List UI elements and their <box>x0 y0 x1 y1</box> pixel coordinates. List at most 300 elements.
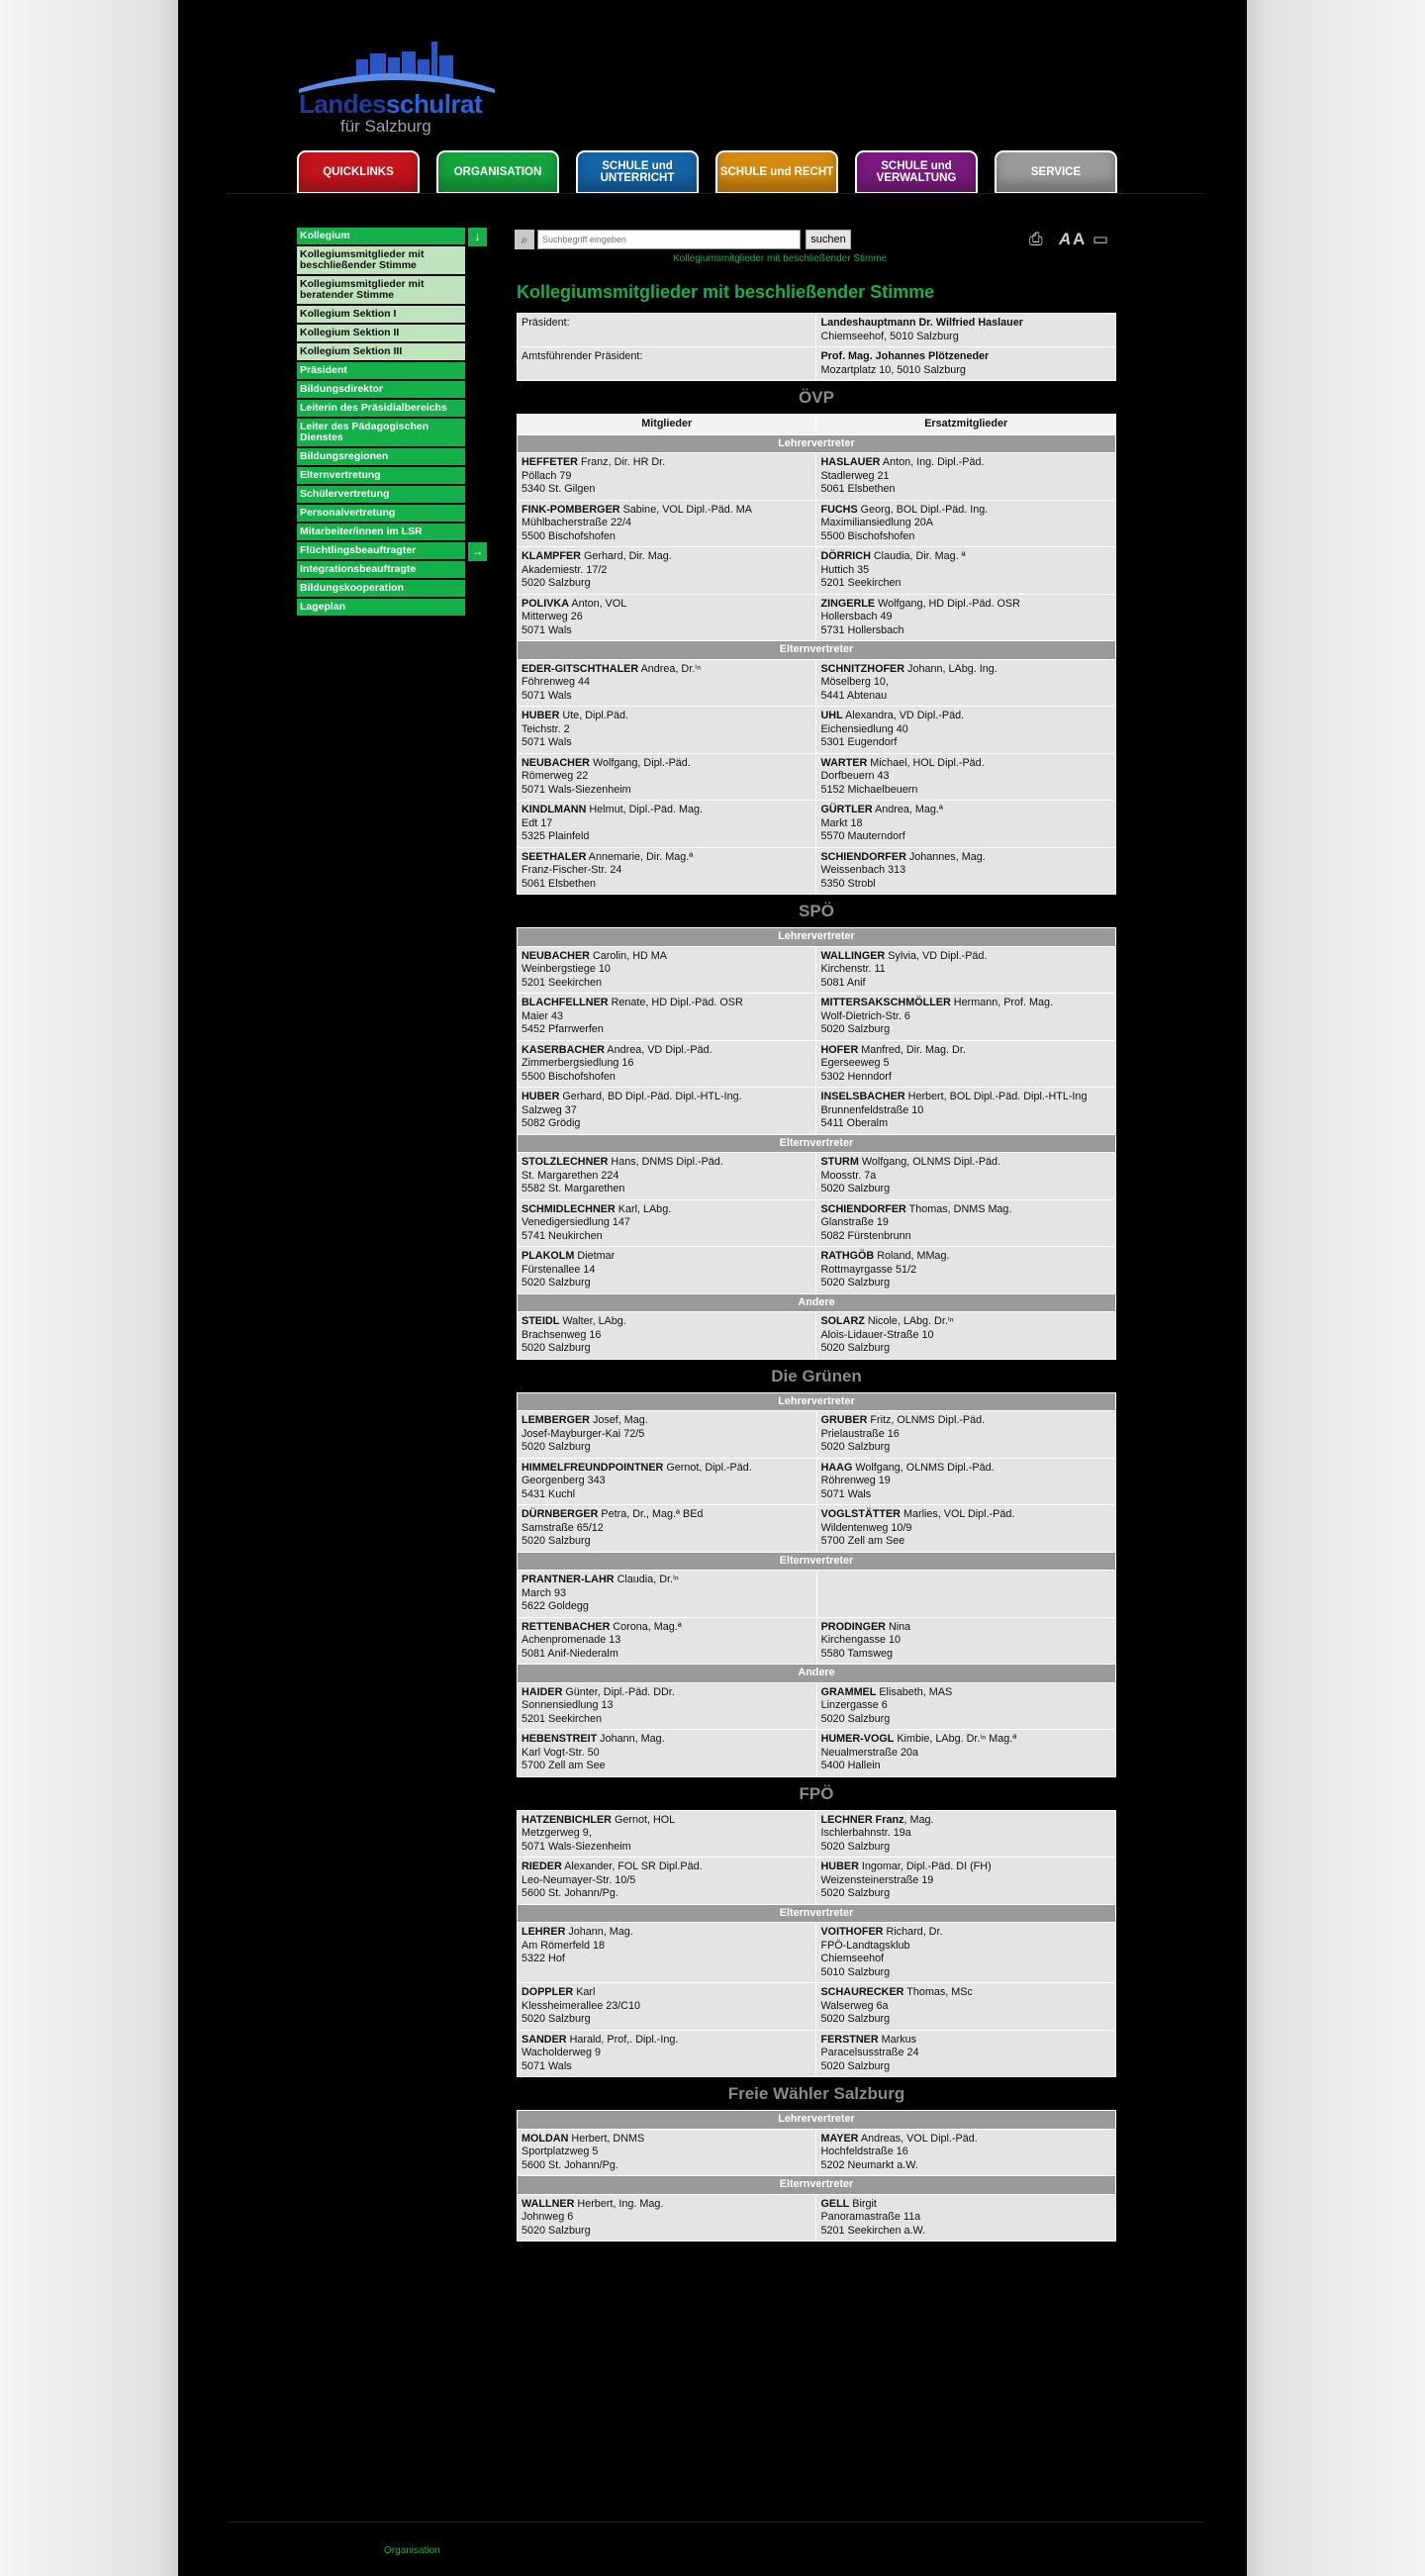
sidebar-item-label: Mitarbeiter/innen im LSR <box>300 525 423 537</box>
sidebar-item[interactable] <box>297 580 465 597</box>
nav-tab[interactable]: SCHULE und UNTERRICHT <box>576 150 699 194</box>
member-address-line: Stadlerweg 21 <box>820 469 890 482</box>
arrow-down-icon[interactable]: ↓ <box>468 228 487 246</box>
member-address-line: Edt 17 <box>522 816 553 829</box>
sidebar-item[interactable] <box>297 362 465 379</box>
member-title: Andrea, Mag.ª <box>872 804 943 815</box>
member-surname: STURM <box>820 1156 859 1168</box>
member-address-line: 5500 Bischofshofen <box>522 1070 616 1083</box>
member-title: Wolfgang, OLNMS Dipl.-Päd. <box>858 1156 1001 1168</box>
member-surname: HAIDER <box>522 1685 563 1698</box>
member-title: Anton, Ing. Dipl.-Päd. <box>880 456 985 468</box>
member-address-line: Mühlbacherstraße 22/4 <box>522 517 632 528</box>
member-address-line: Johnweg 6 <box>522 2211 574 2223</box>
member-title: Johannes, Mag. <box>905 850 986 863</box>
member-surname: NEUBACHER <box>522 949 590 962</box>
member-address-line: Mitterweg 26 <box>522 611 583 622</box>
sidebar-item-label: Lageplan <box>300 601 346 613</box>
party-heading: SPÖ <box>799 902 834 920</box>
member-surname: DÜRNBERGER <box>522 1508 599 1520</box>
member-surname: LEHRER <box>522 1926 566 1938</box>
table-row <box>518 1411 1116 1459</box>
sidebar-item[interactable] <box>297 343 465 360</box>
member-surname: SCHNITZHOFER <box>820 662 905 675</box>
member-address-line: March 93 <box>522 1586 567 1599</box>
member-surname: HASLAUER <box>820 456 881 468</box>
table-row <box>518 594 1116 641</box>
member-address-line: 5020 Salzburg <box>820 1441 891 1453</box>
member-title: Gerhard, BD Dipl.-Päd. Dipl.-HTL-Ing. <box>559 1091 742 1102</box>
member-address-line: Ischlerbahnstr. 19a <box>820 1827 911 1839</box>
table-row <box>518 1730 1116 1777</box>
member-surname: HUMER-VOGL <box>820 1733 895 1745</box>
member-address-line: Eichensiedlung 40 <box>820 722 908 735</box>
member-cell <box>518 2194 816 2242</box>
member-title: Nina <box>885 1620 911 1633</box>
member-cell <box>518 847 816 895</box>
member-title: Petra, Dr., Mag.ª BEd <box>598 1508 704 1520</box>
substitute-cell <box>816 659 1116 707</box>
member-surname: MOLDAN <box>522 2132 569 2145</box>
sidebar-item[interactable] <box>297 276 465 304</box>
member-surname: SCHIENDORFER <box>820 1202 906 1215</box>
member-title: Herbert, BOL Dipl.-Päd. Dipl.-HTL-Ing <box>904 1091 1088 1102</box>
sidebar-item-label: Kollegium <box>300 230 350 241</box>
member-surname: HATZENBICHLER <box>522 1813 612 1826</box>
member-title: Marlies, VOL Dipl.-Päd. <box>900 1508 1015 1520</box>
member-title: Gerhard, Dir. Mag. <box>580 550 672 562</box>
sidebar-item-label: Kollegium Sektion II <box>300 327 400 338</box>
member-title: Herbert, DNMS <box>568 2132 645 2145</box>
member-cell <box>518 1617 817 1665</box>
member-cell <box>518 707 816 754</box>
search-icon[interactable]: ⌕ <box>515 230 534 249</box>
member-surname: KASERBACHER <box>522 1043 605 1056</box>
member-cell <box>518 1247 816 1294</box>
group-header-row <box>518 1665 1116 1683</box>
member-address-line: 5020 Salzburg <box>522 577 591 589</box>
member-address-line: Achenpromenade 13 <box>522 1634 621 1646</box>
member-address-line: 5020 Salzburg <box>820 1183 891 1194</box>
nav-tab[interactable]: ORGANISATION <box>436 150 559 194</box>
member-surname: POLIVKA <box>522 597 569 610</box>
group-header-row <box>518 1904 1116 1923</box>
member-address-line: Josef-Mayburger-Kai 72/5 <box>522 1427 645 1440</box>
member-cell <box>518 659 816 707</box>
president-name: Prof. Mag. Johannes Plötzeneder <box>820 350 990 362</box>
sidebar-item-label: Elternvertretung <box>300 469 381 481</box>
member-address-line: 5400 Hallein <box>820 1760 881 1771</box>
member-title: Wolfgang, HD Dipl.-Päd. OSR <box>875 597 1020 610</box>
skyline-logo-icon <box>297 38 500 97</box>
sidebar-item-label: Kollegium Sektion I <box>300 308 397 320</box>
table-row <box>518 314 1116 347</box>
member-surname: PRANTNER-LAHR <box>522 1574 615 1585</box>
toolbar <box>1029 230 1138 253</box>
member-address-line: 5700 Zell am See <box>820 1535 905 1547</box>
member-title: Harald, Prof,. Dipl.-Ing. <box>566 2033 679 2046</box>
page-title: Kollegiumsmitglieder mit beschließender Stimme <box>517 282 935 302</box>
substitute-cell <box>816 2129 1116 2176</box>
substitute-cell <box>816 1088 1116 1135</box>
member-address-line: 5340 St. Gilgen <box>522 483 596 495</box>
member-surname: ZINGERLE <box>820 597 876 610</box>
member-title: Claudia, Dir. Mag. ª <box>870 550 966 562</box>
table-row <box>518 547 1116 595</box>
party-members-table <box>517 414 1116 895</box>
member-address-line: 5010 Salzburg <box>820 1965 891 1978</box>
member-address-line: 5152 Michaelbeuern <box>820 783 918 796</box>
member-surname: HUBER <box>522 1091 560 1102</box>
nav-tab[interactable]: SCHULE und RECHT <box>715 150 838 194</box>
member-address-line: 5081 Anif-Niederalm <box>522 1647 618 1660</box>
sidebar-item[interactable] <box>297 419 465 446</box>
table-row <box>518 1983 1116 2031</box>
table-row <box>518 1458 1116 1505</box>
member-address-line: 5202 Neumarkt a.W. <box>820 2158 918 2171</box>
member-address-line: 5071 Wals <box>522 2059 572 2072</box>
member-address-line: Huttich 35 <box>820 563 870 576</box>
search-button[interactable]: suchen <box>806 230 851 249</box>
table-row <box>518 1505 1116 1553</box>
member-title: Alexander, FOL SR Dipl.Päd. <box>561 1860 703 1872</box>
member-address-line: 5322 Hof <box>522 1953 565 1964</box>
group-header-row <box>518 1552 1116 1571</box>
substitute-cell <box>816 1730 1115 1777</box>
member-surname: DÖRRICH <box>820 550 871 562</box>
member-title: Franz, Dir. HR Dr. <box>577 456 666 468</box>
group-header-row <box>518 2176 1116 2195</box>
member-title: Carolin, HD MA <box>589 949 667 962</box>
table-row <box>518 2194 1116 2242</box>
member-surname: RIEDER <box>522 1860 562 1872</box>
member-address-line: Dorfbeuern 43 <box>820 770 890 782</box>
member-address-line: 5020 Salzburg <box>522 1441 591 1453</box>
member-surname: PLAKOLM <box>522 1250 575 1262</box>
member-surname: SEETHALER <box>522 850 587 863</box>
member-address-line: Weizensteinerstraße 19 <box>820 1873 934 1886</box>
footer-link-organisation[interactable]: Organisation <box>384 2545 440 2556</box>
member-address-line: 5071 Wals-Siezenheim <box>522 783 631 796</box>
member-address-line: Linzergasse 6 <box>820 1699 888 1711</box>
member-title: Johann, Mag. <box>565 1926 633 1938</box>
member-address-line: Panoramastraße 11a <box>820 2211 921 2223</box>
sidebar-item-label: Flüchtlingsbeauftragter <box>300 544 417 556</box>
member-cell <box>518 1040 816 1088</box>
member-surname: FERSTNER <box>820 2033 879 2046</box>
member-address-line: Glanstraße 19 <box>820 1216 889 1228</box>
sidebar-item[interactable] <box>297 561 465 578</box>
member-address-line: Zimmerbergsiedlung 16 <box>522 1057 634 1069</box>
member-title: Gernot, Dipl.-Päd. <box>663 1461 752 1474</box>
member-title: Sylvia, VD Dipl.-Päd. <box>885 949 988 962</box>
table-row <box>518 847 1116 895</box>
member-cell <box>518 1858 816 1905</box>
nav-tab[interactable]: QUICKLINKS <box>297 150 420 194</box>
member-address-line: Sportplatzweg 5 <box>522 2146 599 2157</box>
sidebar-item[interactable] <box>297 542 484 559</box>
sidebar-item[interactable] <box>297 306 465 323</box>
arrow-right-icon[interactable]: → <box>468 542 487 561</box>
president-role: Präsident: <box>522 317 570 329</box>
member-surname: SCHMIDLECHNER <box>522 1202 616 1215</box>
member-surname: HIMMELFREUNDPOINTNER <box>522 1461 664 1474</box>
member-address-line: 5201 Seekirchen <box>522 1712 603 1725</box>
member-title: Johann, Mag. <box>597 1733 665 1745</box>
member-address-line: FPÖ-Landtagsklub <box>820 1939 910 1952</box>
table-row <box>518 1571 1116 1618</box>
member-surname: HUBER <box>522 710 560 721</box>
table-row <box>518 1923 1116 1983</box>
member-cell <box>518 500 816 547</box>
member-cell <box>518 1458 817 1505</box>
member-surname: INSELSBACHER <box>820 1091 905 1102</box>
group-header-row <box>518 1134 1116 1153</box>
sidebar-item-label: Bildungsregionen <box>300 450 389 462</box>
table-row <box>518 1810 1116 1858</box>
sidebar-item-label: Integrationsbeauftragte <box>300 563 417 575</box>
font-size-large-icon[interactable]: A <box>1073 230 1086 248</box>
sidebar <box>297 228 485 618</box>
substitute-cell <box>816 1858 1116 1905</box>
member-address-line: Markt 18 <box>820 816 863 829</box>
member-title: Hans, DNMS Dipl.-Päd. <box>608 1156 723 1168</box>
member-address-line: 5020 Salzburg <box>522 1535 591 1547</box>
member-address-line: 5582 St. Margarethen <box>522 1183 625 1194</box>
landesschulrat-logo[interactable] <box>297 38 500 139</box>
member-address-line: 5020 Salzburg <box>522 2224 591 2237</box>
member-surname: STEIDL <box>522 1315 560 1327</box>
member-surname: GRUBER <box>820 1414 868 1426</box>
member-cell <box>518 753 816 801</box>
table-row <box>518 1682 1116 1730</box>
member-surname: PRODINGER <box>820 1620 886 1633</box>
member-surname: VOGLSTÄTTER <box>820 1508 901 1520</box>
party-heading: Die Grünen <box>771 1366 862 1385</box>
group-header-row <box>518 1392 1116 1411</box>
group-header-row <box>518 641 1116 660</box>
member-cell <box>518 946 816 994</box>
member-title: Nicole, LAbg. Dr.ⁱⁿ <box>864 1315 954 1327</box>
table-row <box>518 347 1116 381</box>
search-input[interactable] <box>537 230 801 249</box>
member-address-line: 5500 Bischofshofen <box>522 529 616 542</box>
member-title: Annemarie, Dir. Mag.ª <box>586 850 694 863</box>
member-address-line: Kirchenstr. 11 <box>820 963 886 975</box>
member-title: Herbert, Ing. Mag. <box>574 2197 664 2210</box>
member-surname: HUBER <box>820 1860 859 1872</box>
member-title: Ingomar, Dipl.-Päd. DI (FH) <box>858 1860 992 1872</box>
substitute-cell <box>816 1505 1115 1553</box>
substitute-cell <box>816 1040 1116 1088</box>
member-address-line: 5061 Elsbethen <box>522 877 597 890</box>
member-surname: GRAMMEL <box>820 1685 877 1698</box>
table-row <box>518 801 1116 848</box>
nav-divider <box>228 193 1202 194</box>
member-surname: RATHGÖB <box>820 1250 875 1262</box>
sidebar-item[interactable] <box>297 599 465 616</box>
substitute-cell <box>816 1571 1115 1618</box>
member-surname: UHL <box>820 710 843 721</box>
font-size-icon[interactable]: A <box>1059 230 1072 248</box>
table-row <box>518 659 1116 707</box>
sidebar-item[interactable] <box>297 246 465 274</box>
member-cell <box>518 1199 816 1247</box>
sidebar-item-label: Kollegiumsmitglieder mit beratender Stimme <box>300 278 425 301</box>
member-address-line: Weissenbach 313 <box>820 864 906 876</box>
member-address-line: Chiemseehof <box>820 1953 885 1964</box>
member-cell <box>518 1088 816 1135</box>
table-row <box>518 2030 1116 2077</box>
substitute-cell <box>816 1199 1116 1247</box>
member-title: Birgit <box>849 2197 877 2210</box>
member-title: Thomas, DNMS Mag. <box>905 1202 1012 1215</box>
group-title: Lehrervertreter <box>518 2111 1116 2130</box>
member-address-line: 5600 St. Johann/Pg. <box>522 2158 618 2171</box>
table-row <box>518 946 1116 994</box>
breadcrumb[interactable]: Kollegiumsmitglieder mit beschließender Stimme <box>673 253 888 264</box>
member-address-line: 5020 Salzburg <box>820 1023 891 1035</box>
substitute-cell <box>816 1458 1115 1505</box>
member-surname: SANDER <box>522 2033 567 2046</box>
member-cell <box>518 1983 816 2031</box>
substitute-cell <box>816 547 1116 595</box>
substitute-cell <box>816 1682 1115 1730</box>
group-title: Elternvertreter <box>518 1134 1116 1153</box>
member-surname: GÜRTLER <box>820 804 873 815</box>
member-cell <box>518 994 816 1041</box>
member-surname: FUCHS <box>820 503 858 516</box>
member-title: Ute, Dipl.Päd. <box>559 710 629 721</box>
member-address-line: 5441 Abtenau <box>820 689 888 702</box>
member-title: Alexandra, VD Dipl.-Päd. <box>842 710 965 721</box>
member-address-line: Kirchengasse 10 <box>820 1634 902 1646</box>
member-title: Fritz, OLNMS Dipl.-Päd. <box>867 1414 986 1426</box>
group-title: Lehrervertreter <box>518 434 1116 453</box>
member-address-line: Hollersbach 49 <box>820 611 893 622</box>
member-title: Johann, LAbg. Ing. <box>904 662 998 675</box>
sidebar-item[interactable] <box>297 486 465 503</box>
logo-title: Landesschulrat <box>299 89 483 119</box>
member-surname: GELL <box>820 2197 850 2210</box>
substitute-cell <box>816 500 1116 547</box>
sidebar-item-label: Präsident <box>300 364 347 376</box>
sidebar-item[interactable] <box>297 325 465 341</box>
member-address-line: Klessheimerallee 23/C10 <box>522 1999 641 2012</box>
member-address-line: Wolf-Dietrich-Str. 6 <box>820 1009 910 1022</box>
substitute-cell <box>816 2030 1116 2077</box>
member-address-line: Akademiestr. 17/2 <box>522 563 608 576</box>
nav-tab[interactable]: SERVICE <box>995 150 1117 194</box>
member-address-line: 5350 Strobl <box>820 877 876 890</box>
group-title: Andere <box>518 1293 1116 1312</box>
substitute-cell <box>816 1617 1115 1665</box>
member-cell <box>518 547 816 595</box>
sidebar-item[interactable] <box>297 467 465 484</box>
member-title: Richard, Dr. <box>883 1926 943 1938</box>
member-title: Sabine, VOL Dipl.-Päd. MA <box>619 503 752 516</box>
member-surname: SCHAURECKER <box>820 1986 904 1998</box>
table-header-row <box>518 415 1116 435</box>
member-address-line: 5020 Salzburg <box>820 1277 891 1288</box>
sidebar-item[interactable] <box>297 505 465 522</box>
nav-tab[interactable]: SCHULE und VERWALTUNG <box>855 150 978 194</box>
member-address-line: 5201 Seekirchen <box>522 976 603 989</box>
member-address-line: Brachsenweg 16 <box>522 1328 602 1341</box>
member-address-line: Pöllach 79 <box>522 469 572 482</box>
member-address-line: 5082 Grödig <box>522 1117 581 1129</box>
member-cell <box>518 1730 817 1777</box>
table-row <box>518 453 1116 501</box>
table-row <box>518 500 1116 547</box>
substitute-cell <box>816 753 1116 801</box>
sidebar-item[interactable] <box>297 381 465 398</box>
member-address-line: Wildentenweg 10/9 <box>820 1521 912 1534</box>
member-address-line: Teichstr. 2 <box>522 722 570 735</box>
member-address-line: 5700 Zell am See <box>522 1760 606 1771</box>
member-address-line: Röhrenweg 19 <box>820 1475 891 1486</box>
member-address-line: 5071 Wals <box>522 623 572 636</box>
member-address-line: 5731 Hollersbach <box>820 623 904 636</box>
page <box>178 0 1247 2576</box>
sidebar-item[interactable] <box>297 524 465 540</box>
member-address-line: 5580 Tamsweg <box>820 1647 894 1660</box>
party-heading: ÖVP <box>799 388 834 407</box>
member-surname: MITTERSAKSCHMÖLLER <box>820 997 951 1008</box>
sidebar-item-label: Kollegiumsmitglieder mit beschließender Stimme <box>300 248 425 271</box>
column-header: Mitglieder <box>518 415 816 435</box>
member-cell <box>518 594 816 641</box>
member-surname: RETTENBACHER <box>522 1620 611 1633</box>
member-address-line: Salzweg 37 <box>522 1103 577 1116</box>
party-heading: FPÖ <box>799 1783 834 1803</box>
sidebar-item-label: Schülervertretung <box>300 488 390 500</box>
member-address-line: Föhrenweg 44 <box>522 676 591 688</box>
sidebar-item[interactable] <box>297 228 481 244</box>
sidebar-item[interactable] <box>297 400 465 417</box>
table-row <box>518 1247 1116 1294</box>
member-title: Michael, HOL Dipl.-Päd. <box>867 756 985 769</box>
member-surname: STOLZLECHNER <box>522 1156 609 1168</box>
member-title: Manfred, Dir. Mag. Dr. <box>858 1043 966 1056</box>
column-header: Ersatzmitglieder <box>816 415 1116 435</box>
footer-divider <box>228 2522 1202 2523</box>
substitute-cell <box>816 1153 1116 1200</box>
member-surname: HEBENSTREIT <box>522 1733 598 1745</box>
member-title: Karl, LAbg. <box>615 1202 672 1215</box>
member-title: Andreas, VOL Dipl.-Päd. <box>858 2132 978 2145</box>
member-address-line: 5201 Seekirchen <box>820 577 902 589</box>
table-row <box>518 1312 1116 1360</box>
member-cell <box>518 1682 817 1730</box>
member-address-line: 5431 Kuchl <box>522 1487 576 1500</box>
member-title: Claudia, Dr.ⁱⁿ <box>614 1574 679 1585</box>
sidebar-item[interactable] <box>297 448 465 465</box>
sidebar-item-label: Leiter des Pädagogischen Dienstes <box>300 421 429 443</box>
member-address-line: 5071 Wals-Siezenheim <box>522 1840 631 1853</box>
member-cell <box>518 2129 816 2176</box>
print-icon[interactable]: ⎙ <box>1029 230 1043 248</box>
member-surname: HEFFETER <box>522 456 578 468</box>
member-address-line: Maximiliansiedlung 20A <box>820 517 933 528</box>
table-row <box>518 707 1116 754</box>
substitute-cell <box>816 1247 1116 1294</box>
member-address-line: 5061 Elsbethen <box>820 483 896 495</box>
screen-icon[interactable]: ▭ <box>1092 230 1109 248</box>
member-address-line: 5570 Mauterndorf <box>820 830 905 842</box>
member-address-line: 5071 Wals <box>820 1487 872 1500</box>
member-surname: NEUBACHER <box>522 756 590 769</box>
